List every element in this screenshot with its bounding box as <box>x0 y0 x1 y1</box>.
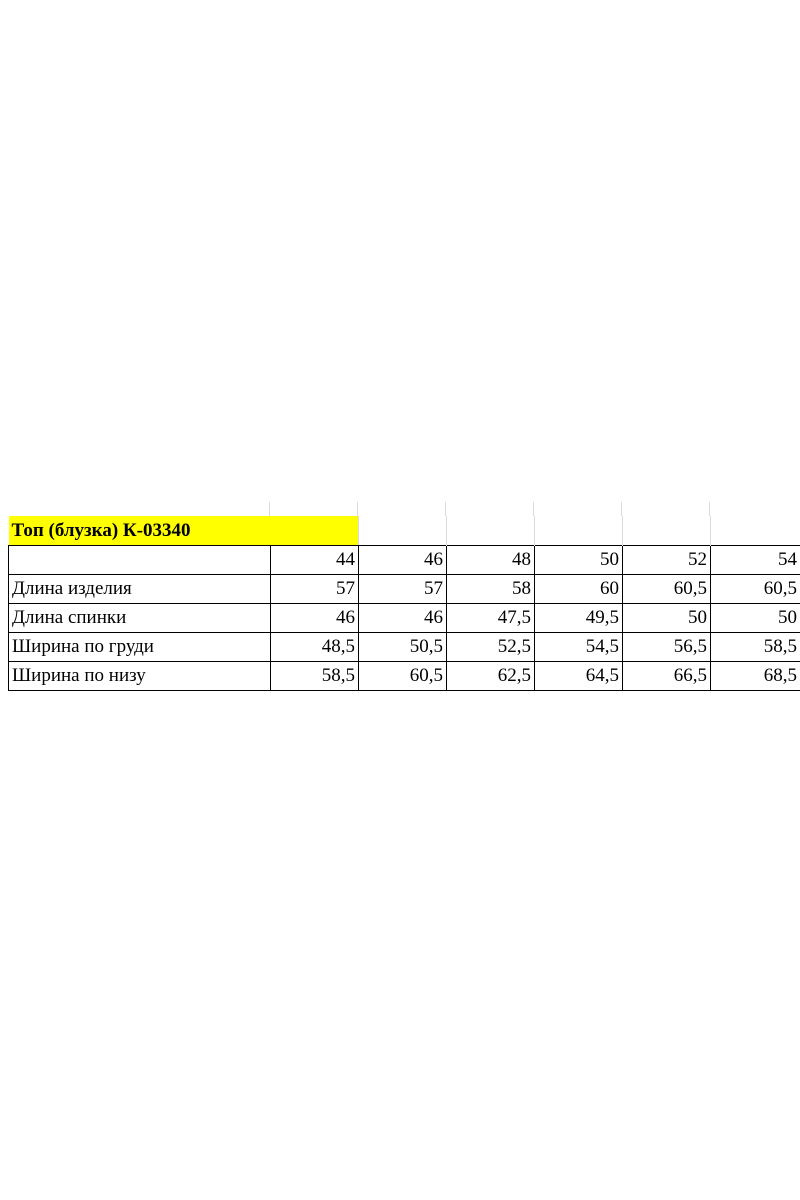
size-header-row <box>9 545 800 574</box>
size-header-cell[interactable]: 50 <box>535 545 623 574</box>
grid-cell[interactable] <box>446 502 534 516</box>
grid-cell[interactable] <box>534 502 622 516</box>
table-row <box>9 661 800 690</box>
measurement-value[interactable]: 60 <box>535 574 623 603</box>
table-row <box>9 603 800 632</box>
title-row <box>9 516 800 545</box>
title-highlight-cell[interactable] <box>271 516 359 545</box>
grid-cell[interactable] <box>535 516 623 545</box>
measurement-value[interactable]: 60,5 <box>359 661 447 690</box>
measurement-label[interactable]: Длина изделия <box>9 574 271 603</box>
grid-cell[interactable] <box>270 502 358 516</box>
measurement-value[interactable]: 57 <box>271 574 359 603</box>
measurement-label[interactable]: Длина спинки <box>9 603 271 632</box>
product-title[interactable]: Топ (блузка) К-03340 <box>9 516 271 545</box>
measurement-value[interactable]: 58,5 <box>711 632 800 661</box>
measurement-value[interactable]: 58 <box>447 574 535 603</box>
grid-cell[interactable] <box>447 516 535 545</box>
size-chart-sheet <box>8 502 800 691</box>
measurement-value[interactable]: 60,5 <box>623 574 711 603</box>
size-header-cell[interactable]: 52 <box>623 545 711 574</box>
measurement-value[interactable]: 48,5 <box>271 632 359 661</box>
size-header-cell[interactable]: 48 <box>447 545 535 574</box>
grid-cell[interactable] <box>710 502 800 516</box>
header-corner-cell[interactable] <box>9 545 271 574</box>
empty-grid-row <box>8 502 800 516</box>
size-table <box>8 516 800 691</box>
grid-cell[interactable] <box>623 516 711 545</box>
measurement-value[interactable]: 68,5 <box>711 661 800 690</box>
grid-cell[interactable] <box>359 516 447 545</box>
measurement-value[interactable]: 62,5 <box>447 661 535 690</box>
size-header-cell[interactable]: 54 <box>711 545 800 574</box>
grid-cell[interactable] <box>711 516 800 545</box>
measurement-value[interactable]: 64,5 <box>535 661 623 690</box>
measurement-value[interactable]: 49,5 <box>535 603 623 632</box>
measurement-value[interactable]: 56,5 <box>623 632 711 661</box>
size-header-cell[interactable]: 44 <box>271 545 359 574</box>
measurement-label[interactable]: Ширина по груди <box>9 632 271 661</box>
grid-cell[interactable] <box>358 502 446 516</box>
measurement-value[interactable]: 46 <box>359 603 447 632</box>
measurement-value[interactable]: 54,5 <box>535 632 623 661</box>
measurement-value[interactable]: 52,5 <box>447 632 535 661</box>
table-row <box>9 574 800 603</box>
measurement-value[interactable]: 50 <box>623 603 711 632</box>
measurement-value[interactable]: 58,5 <box>271 661 359 690</box>
measurement-value[interactable]: 47,5 <box>447 603 535 632</box>
measurement-value[interactable]: 60,5 <box>711 574 800 603</box>
measurement-label[interactable]: Ширина по низу <box>9 661 271 690</box>
size-header-cell[interactable]: 46 <box>359 545 447 574</box>
table-row <box>9 632 800 661</box>
measurement-value[interactable]: 66,5 <box>623 661 711 690</box>
measurement-value[interactable]: 46 <box>271 603 359 632</box>
grid-cell[interactable] <box>8 502 270 516</box>
grid-cell[interactable] <box>622 502 710 516</box>
measurement-value[interactable]: 57 <box>359 574 447 603</box>
measurement-value[interactable]: 50 <box>711 603 800 632</box>
measurement-value[interactable]: 50,5 <box>359 632 447 661</box>
